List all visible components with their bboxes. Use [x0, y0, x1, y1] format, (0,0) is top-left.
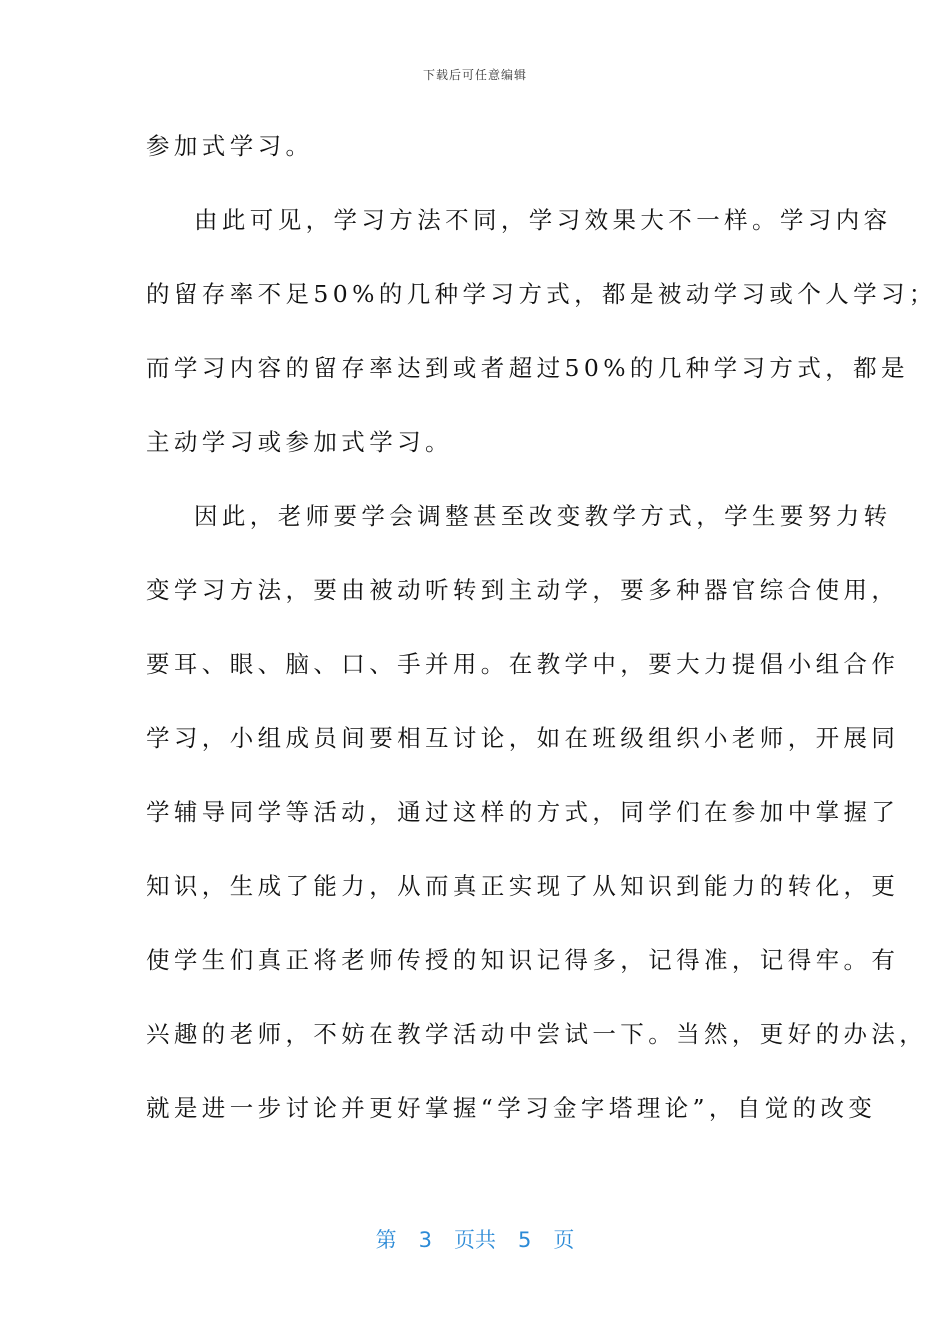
text-line-12: 使学生们真正将老师传授的知识记得多，记得准，记得牢。有	[146, 946, 900, 974]
footer-label-of: 页共	[454, 1228, 496, 1252]
page-header: 下载后可任意编辑	[422, 68, 527, 82]
text-line-3: 的留存率不足50%的几种学习方式，都是被动学习或个人学习；	[146, 280, 937, 308]
text-line-4: 而学习内容的留存率达到或者超过50%的几种学习方式，都是	[146, 354, 909, 382]
page-footer	[0, 1224, 950, 1254]
text-line-9: 学习，小组成员间要相互讨论，如在班级组织小老师，开展同	[146, 724, 900, 752]
text-line-7: 变学习方法，要由被动听转到主动学，要多种器官综合使用，	[146, 576, 900, 604]
text-line-13: 兴趣的老师，不妨在教学活动中尝试一下。当然，更好的办法，	[146, 1020, 928, 1048]
text-line-6: 因此，老师要学会调整甚至改变教学方式，学生要努力转	[194, 502, 892, 530]
footer-current-page: 3	[418, 1228, 432, 1252]
text-line-11: 知识，生成了能力，从而真正实现了从知识到能力的转化，更	[146, 872, 900, 900]
text-line-2: 由此可见，学习方法不同，学习效果大不一样。学习内容	[194, 206, 892, 234]
text-line-1: 参加式学习。	[146, 132, 314, 160]
text-line-8: 要耳、眼、脑、口、手并用。在教学中，要大力提倡小组合作	[146, 650, 900, 678]
footer-label-page: 第	[375, 1228, 397, 1252]
footer-total-pages: 5	[518, 1228, 532, 1252]
text-line-10: 学辅导同学等活动，通过这样的方式，同学们在参加中掌握了	[146, 798, 900, 826]
text-line-14: 就是进一步讨论并更好掌握“学习金字塔理论”，自觉的改变	[146, 1094, 877, 1122]
document-body	[146, 116, 937, 1152]
footer-label-end: 页	[553, 1228, 575, 1252]
text-line-5: 主动学习或参加式学习。	[146, 428, 453, 456]
